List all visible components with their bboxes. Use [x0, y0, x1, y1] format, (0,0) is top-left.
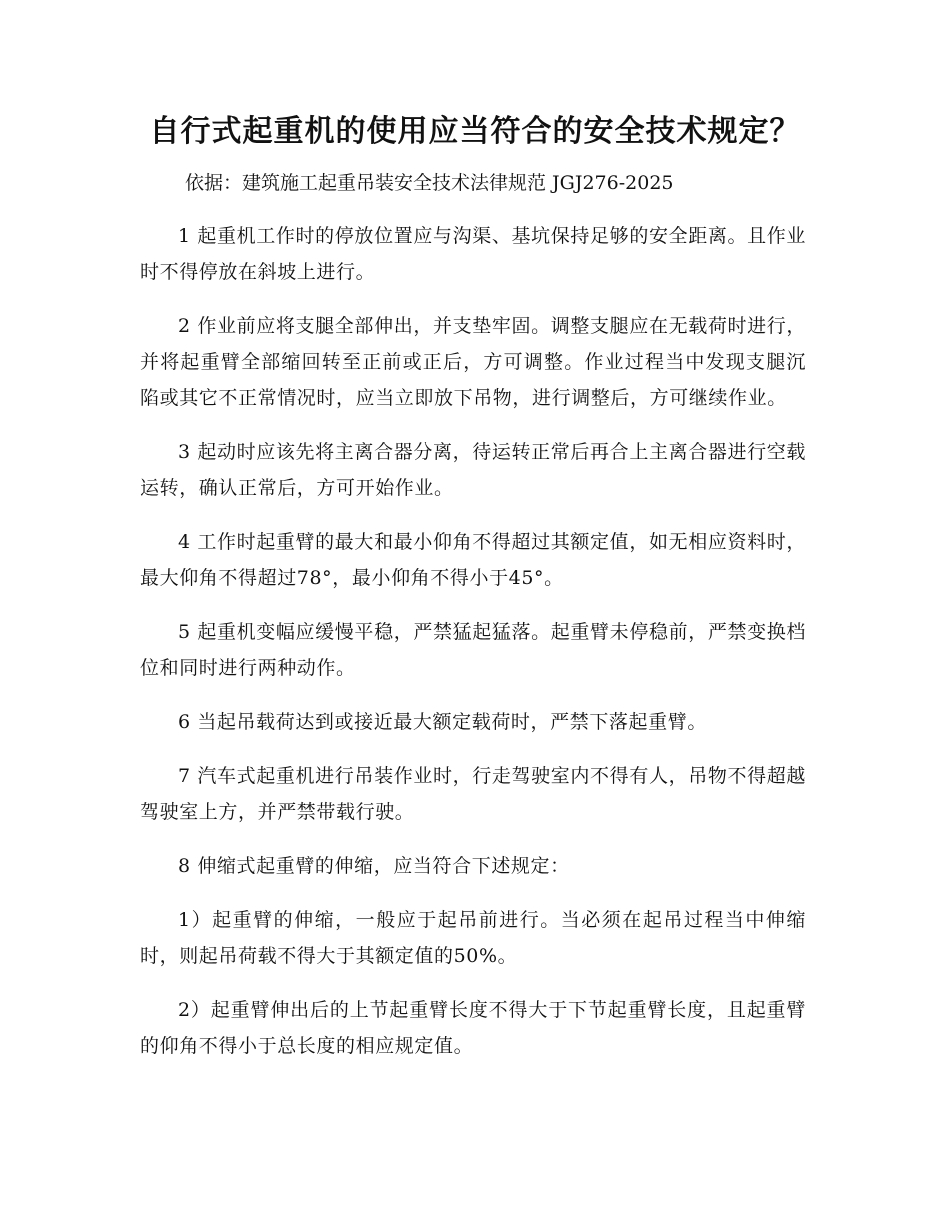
- paragraph-3: 3 起动时应该先将主离合器分离，待运转正常后再合上主离合器进行空载运转，确认正常后，方可开始作业。: [140, 441, 806, 499]
- paragraph-8-2: 2）起重臂伸出后的上节起重臂长度不得大于下节起重臂长度，且起重臂的仰角不得小于总长度的相应规定值。: [140, 999, 806, 1057]
- paragraph-8: 8 伸缩式起重臂的伸缩，应当符合下述规定：: [178, 855, 570, 877]
- paragraph-7: 7 汽车式起重机进行吊装作业时，行走驾驶室内不得有人，吊物不得超越驾驶室上方，并严禁带载行驶。: [140, 765, 806, 823]
- paragraph-1: 1 起重机工作时的停放位置应与沟渠、基坑保持足够的安全距离。且作业时不得停放在斜坡上进行。: [140, 225, 806, 283]
- document-title: 自行式起重机的使用应当符合的安全技术规定？: [149, 114, 801, 149]
- paragraph-4: 4 工作时起重臂的最大和最小仰角不得超过其额定值，如无相应资料时，最大仰角不得超过78°，最小仰角不得小于45°。: [140, 531, 806, 589]
- paragraph-8-1: 1）起重臂的伸缩，一般应于起吊前进行。当必须在起吊过程当中伸缩时，则起吊荷载不得大于其额定值的50%。: [140, 909, 806, 967]
- paragraph-6: 6 当起吊载荷达到或接近最大额定载荷时，严禁下落起重臂。: [178, 711, 707, 733]
- document-body: [140, 218, 806, 1082]
- document-basis: 依据：建筑施工起重吊装安全技术法律规范 JGJ276-2025: [185, 172, 674, 194]
- paragraph-5: 5 起重机变幅应缓慢平稳，严禁猛起猛落。起重臂未停稳前，严禁变换档位和同时进行两种动作。: [140, 621, 806, 679]
- paragraph-2: 2 作业前应将支腿全部伸出，并支垫牢固。调整支腿应在无载荷时进行，并将起重臂全部缩回转至正前或正后，方可调整。作业过程当中发现支腿沉陷或其它不正常情况时，应当立即放下吊物，进行调整后，方可继续作业。: [140, 315, 806, 409]
